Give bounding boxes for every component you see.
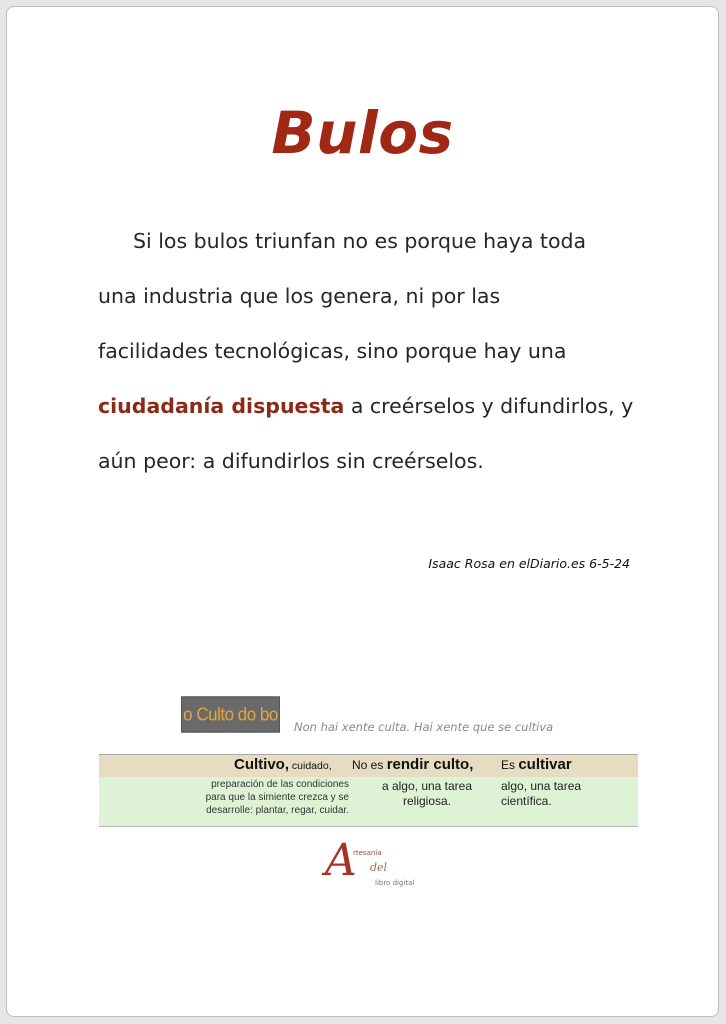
citation: Isaac Rosa en elDiario.es 6-5-24 — [428, 556, 630, 571]
quote-line: Si los bulos triunfan no es porque haya toda — [133, 229, 587, 253]
quote-line: aún peor: a difundirlos sin creérselos. — [98, 449, 484, 473]
quote-line-rest: a creérselos y difundirlos, y — [344, 394, 634, 418]
logo-letter: A — [325, 835, 357, 886]
heading-term: cultivar — [518, 756, 572, 773]
page-title: Bulos — [271, 99, 454, 167]
logo-text: del — [370, 861, 388, 874]
description-line: desarrolle: plantar, regar, cuidar. — [206, 805, 349, 816]
definition-box — [99, 754, 638, 827]
logo-tagline: Non hai xente culta. Hai xente que se cultiva — [294, 720, 554, 734]
quote-text — [98, 214, 658, 489]
heading-term: Cultivo, — [234, 756, 289, 773]
description-line: algo, una tarea — [501, 779, 582, 793]
quote-line — [98, 379, 658, 434]
logo-text: rtesanía — [353, 849, 382, 857]
heading-note: Es — [501, 758, 519, 772]
page — [6, 6, 719, 1017]
heading-term: rendir culto, — [386, 756, 474, 773]
heading-note: No es — [352, 758, 387, 772]
description-line: científica. — [501, 794, 552, 808]
highlight-phrase: ciudadanía dispuesta — [98, 394, 345, 418]
logo-text: libro digital — [375, 879, 415, 887]
column-heading — [234, 756, 332, 774]
description-line: preparación de las condiciones — [211, 779, 349, 790]
column-description — [372, 779, 482, 809]
description-line: para que la simiente crezca y se — [205, 792, 349, 803]
culto-logo: o Culto do bo — [181, 696, 280, 732]
column-description — [501, 779, 581, 809]
quote-line: facilidades tecnológicas, sino porque hay una — [98, 339, 567, 363]
column-description — [99, 778, 349, 817]
heading-note: cuidado, — [289, 760, 332, 772]
description-line: a algo, una tarea — [381, 779, 473, 793]
description-line: religiosa. — [402, 794, 452, 808]
column-heading — [352, 756, 473, 774]
quote-line: una industria que los genera, ni por las — [98, 284, 501, 308]
column-heading — [501, 756, 572, 774]
artesania-logo — [325, 835, 415, 891]
